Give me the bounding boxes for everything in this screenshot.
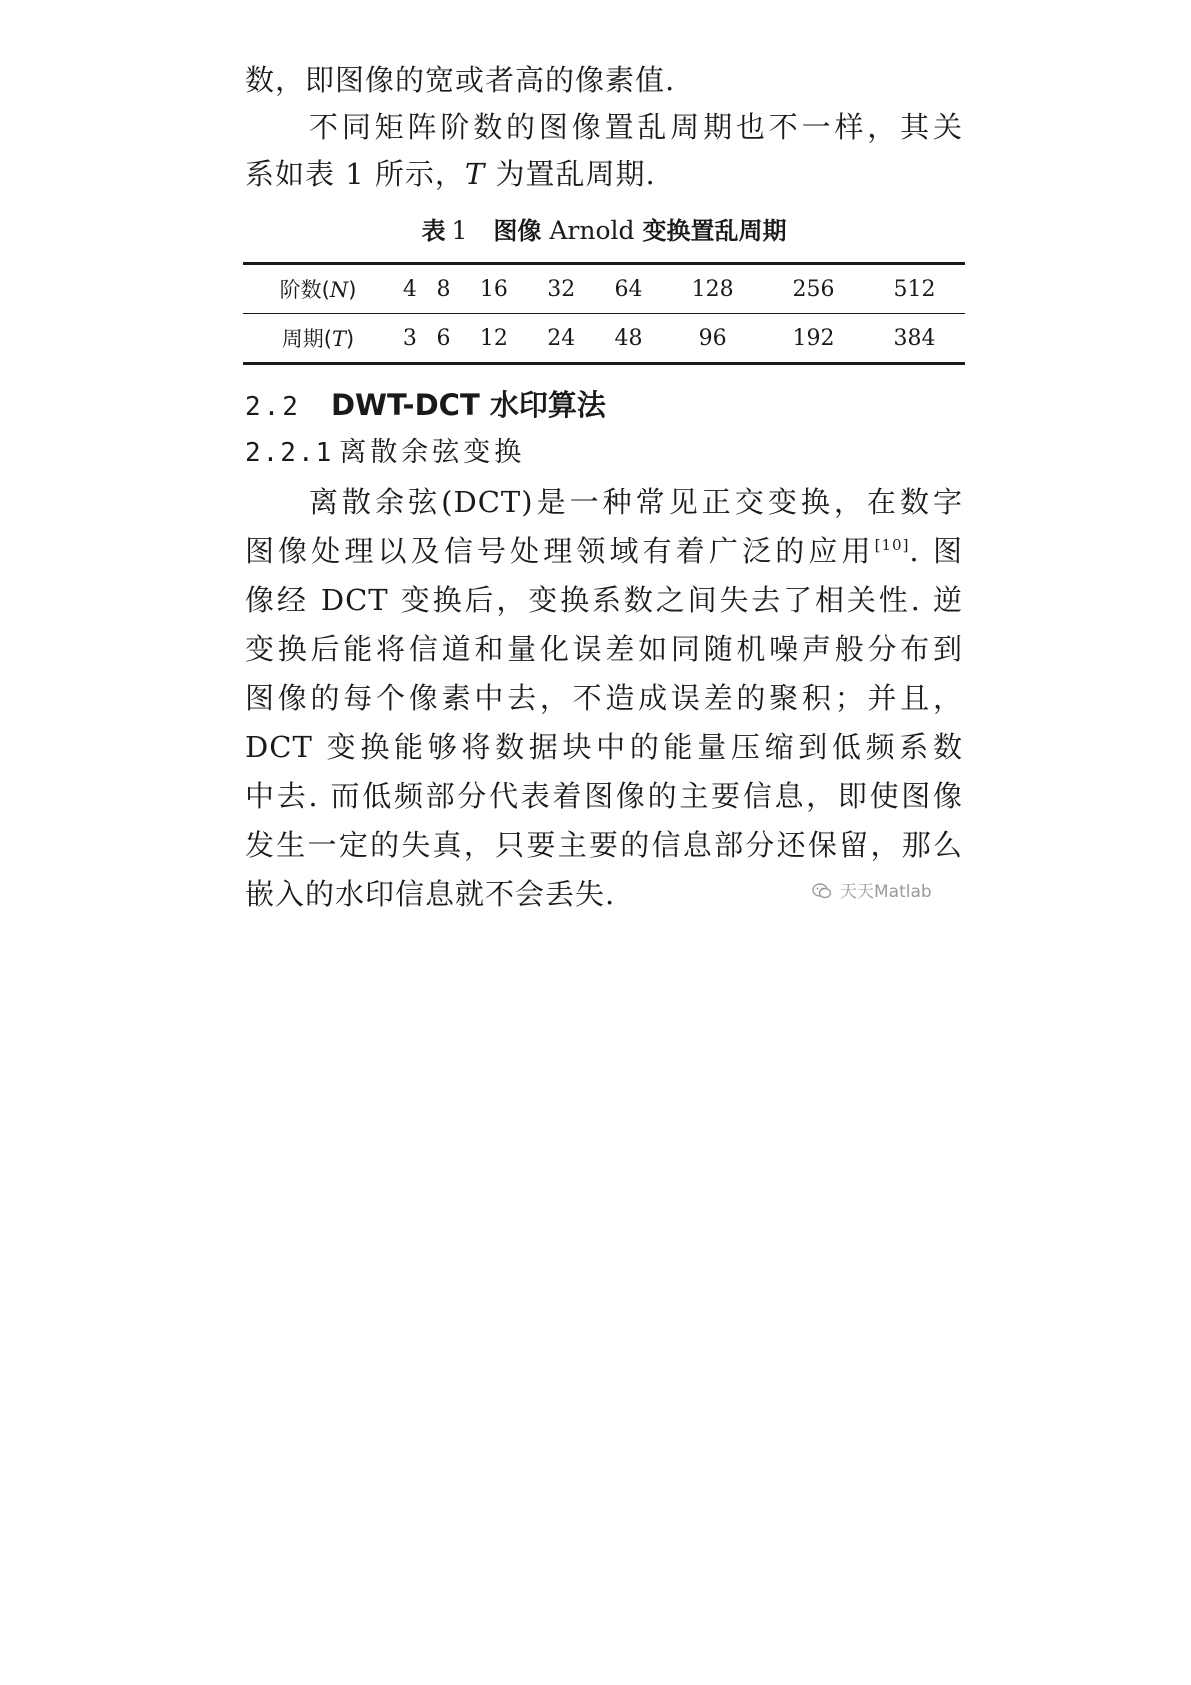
- caption-number: 1: [451, 216, 468, 245]
- paragraph-line: 像经 DCT 变换后，变换系数之间失去了相关性. 逆: [245, 583, 963, 617]
- paragraph-line: [245, 154, 963, 194]
- caption-text: 变换置乱周期: [642, 217, 787, 245]
- paragraph-line: 中去. 而低频部分代表着图像的主要信息，即使图像: [245, 779, 964, 813]
- paragraph-line: 发生一定的失真，只要主要的信息部分还保留，那么: [245, 828, 963, 862]
- section-title: DWT-DCT 水印算法: [330, 388, 606, 422]
- table-cell: 512: [864, 264, 965, 314]
- table-cell: 12: [460, 314, 527, 364]
- caption-text: 图像: [493, 217, 542, 245]
- table-cell: 6: [427, 314, 461, 364]
- subsection-title: 离散余弦变换: [339, 437, 526, 468]
- subsection-number: 2.2.1: [245, 438, 334, 468]
- row-header-period: 周期(T): [243, 314, 393, 364]
- paragraph-line: 嵌入的水印信息就不会丢失.: [245, 877, 616, 911]
- citation: [10]: [874, 536, 910, 554]
- table-caption: [245, 213, 963, 249]
- section-heading: [245, 385, 606, 427]
- watermark: [812, 877, 932, 902]
- watermark-text: 天天Matlab: [840, 882, 932, 902]
- table-cell: 3: [393, 314, 427, 364]
- paragraph-line: 图像处理以及信号处理领域有着广泛的应用[10]. 图: [245, 534, 963, 568]
- subsection-heading: [245, 433, 525, 473]
- variable-t: T: [464, 157, 486, 191]
- table-cell: 96: [662, 314, 763, 364]
- text-span: 为置乱周期.: [485, 157, 656, 191]
- caption-text: Arnold: [541, 216, 643, 245]
- table-cell: 32: [528, 264, 595, 314]
- table-cell: 64: [595, 264, 662, 314]
- paragraph-line: 图像的每个像素中去，不造成误差的聚积；并且，: [245, 681, 963, 715]
- arnold-period-table: [243, 262, 965, 365]
- caption-label: 表: [421, 217, 446, 245]
- table-cell: 4: [393, 264, 427, 314]
- paragraph-line: 离散余弦(DCT)是一种常见正交变换，在数字: [309, 485, 963, 519]
- text-span: 系如表 1 所示，: [245, 157, 465, 191]
- table-row: [243, 264, 965, 314]
- table-cell: 48: [595, 314, 662, 364]
- paragraph-line: 不同矩阵阶数的图像置乱周期也不一样，其关: [309, 110, 963, 144]
- table-cell: 8: [427, 264, 461, 314]
- row-header-order: 阶数(N): [243, 264, 393, 314]
- table-cell: 128: [662, 264, 763, 314]
- paragraph-line: 数，即图像的宽或者高的像素值.: [245, 63, 676, 97]
- section-number: 2.2: [245, 392, 301, 422]
- table-cell: 384: [864, 314, 965, 364]
- table-cell: 256: [763, 264, 864, 314]
- table-row: [243, 314, 965, 364]
- table-cell: 192: [763, 314, 864, 364]
- table-cell: 16: [460, 264, 527, 314]
- table-cell: 24: [528, 314, 595, 364]
- paragraph-line: 变换后能将信道和量化误差如同随机噪声般分布到: [245, 632, 963, 666]
- wechat-icon: [812, 883, 832, 899]
- paragraph-line: DCT 变换能够将数据块中的能量压缩到低频系数: [245, 730, 963, 764]
